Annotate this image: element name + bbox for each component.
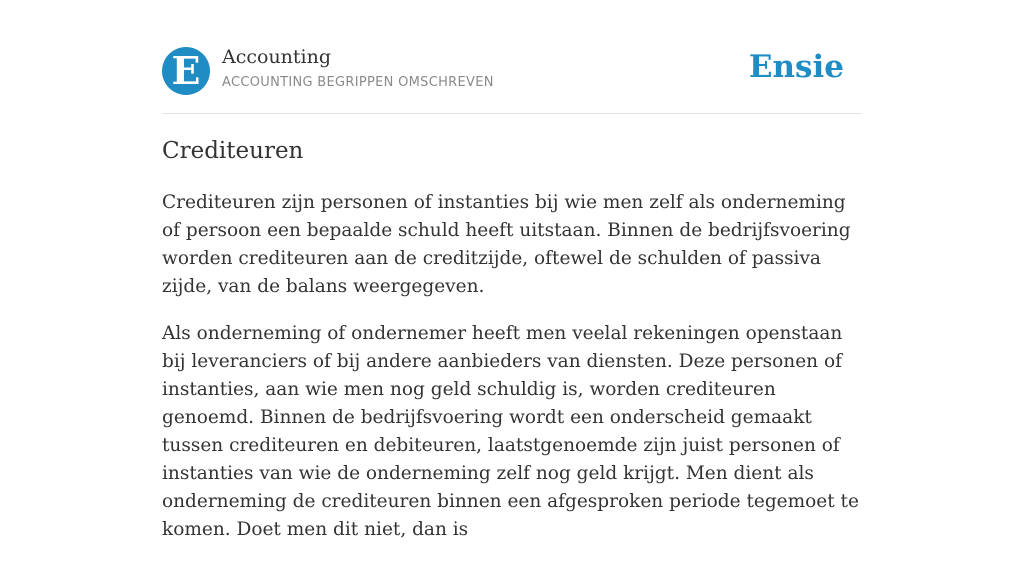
- site-header: [162, 0, 862, 114]
- page: [162, 0, 862, 540]
- article-paragraph: Als onderneming of ondernemer heeft men veelal rekeningen openstaan bij leveranciers of bij andere aanbieders van diensten. Deze personen of instanties, aan wie men nog geld schuldig is, worden crediteuren genoemd. Binnen de bedrijfsvoering wordt een onderscheid gemaakt tussen crediteuren en debiteuren, laatstgenoemde zijn juist personen of instanties van wie de onderneming zelf nog geld krijgt. Men dient als onderneming de crediteuren binnen een afgesproken periode tegemoet te komen. Doet men dit niet, dan is: [162, 323, 859, 540]
- article-body: [162, 189, 862, 563]
- brand-logo[interactable]: Ensie: [748, 49, 844, 85]
- site-title[interactable]: Accounting: [222, 46, 332, 68]
- article-title: Crediteuren: [162, 138, 304, 164]
- site-subtitle: ACCOUNTING BEGRIPPEN OMSCHREVEN: [222, 75, 494, 90]
- site-logo-icon[interactable]: E: [162, 47, 210, 95]
- article-paragraph: Crediteuren zijn personen of instanties bij wie men zelf als onderneming of persoon een bepaalde schuld heeft uitstaan. Binnen de bedrijfsvoering worden crediteuren aan de creditzijde, oftewel de schulden of passiva zijde, van de balans weergegeven.: [162, 192, 851, 297]
